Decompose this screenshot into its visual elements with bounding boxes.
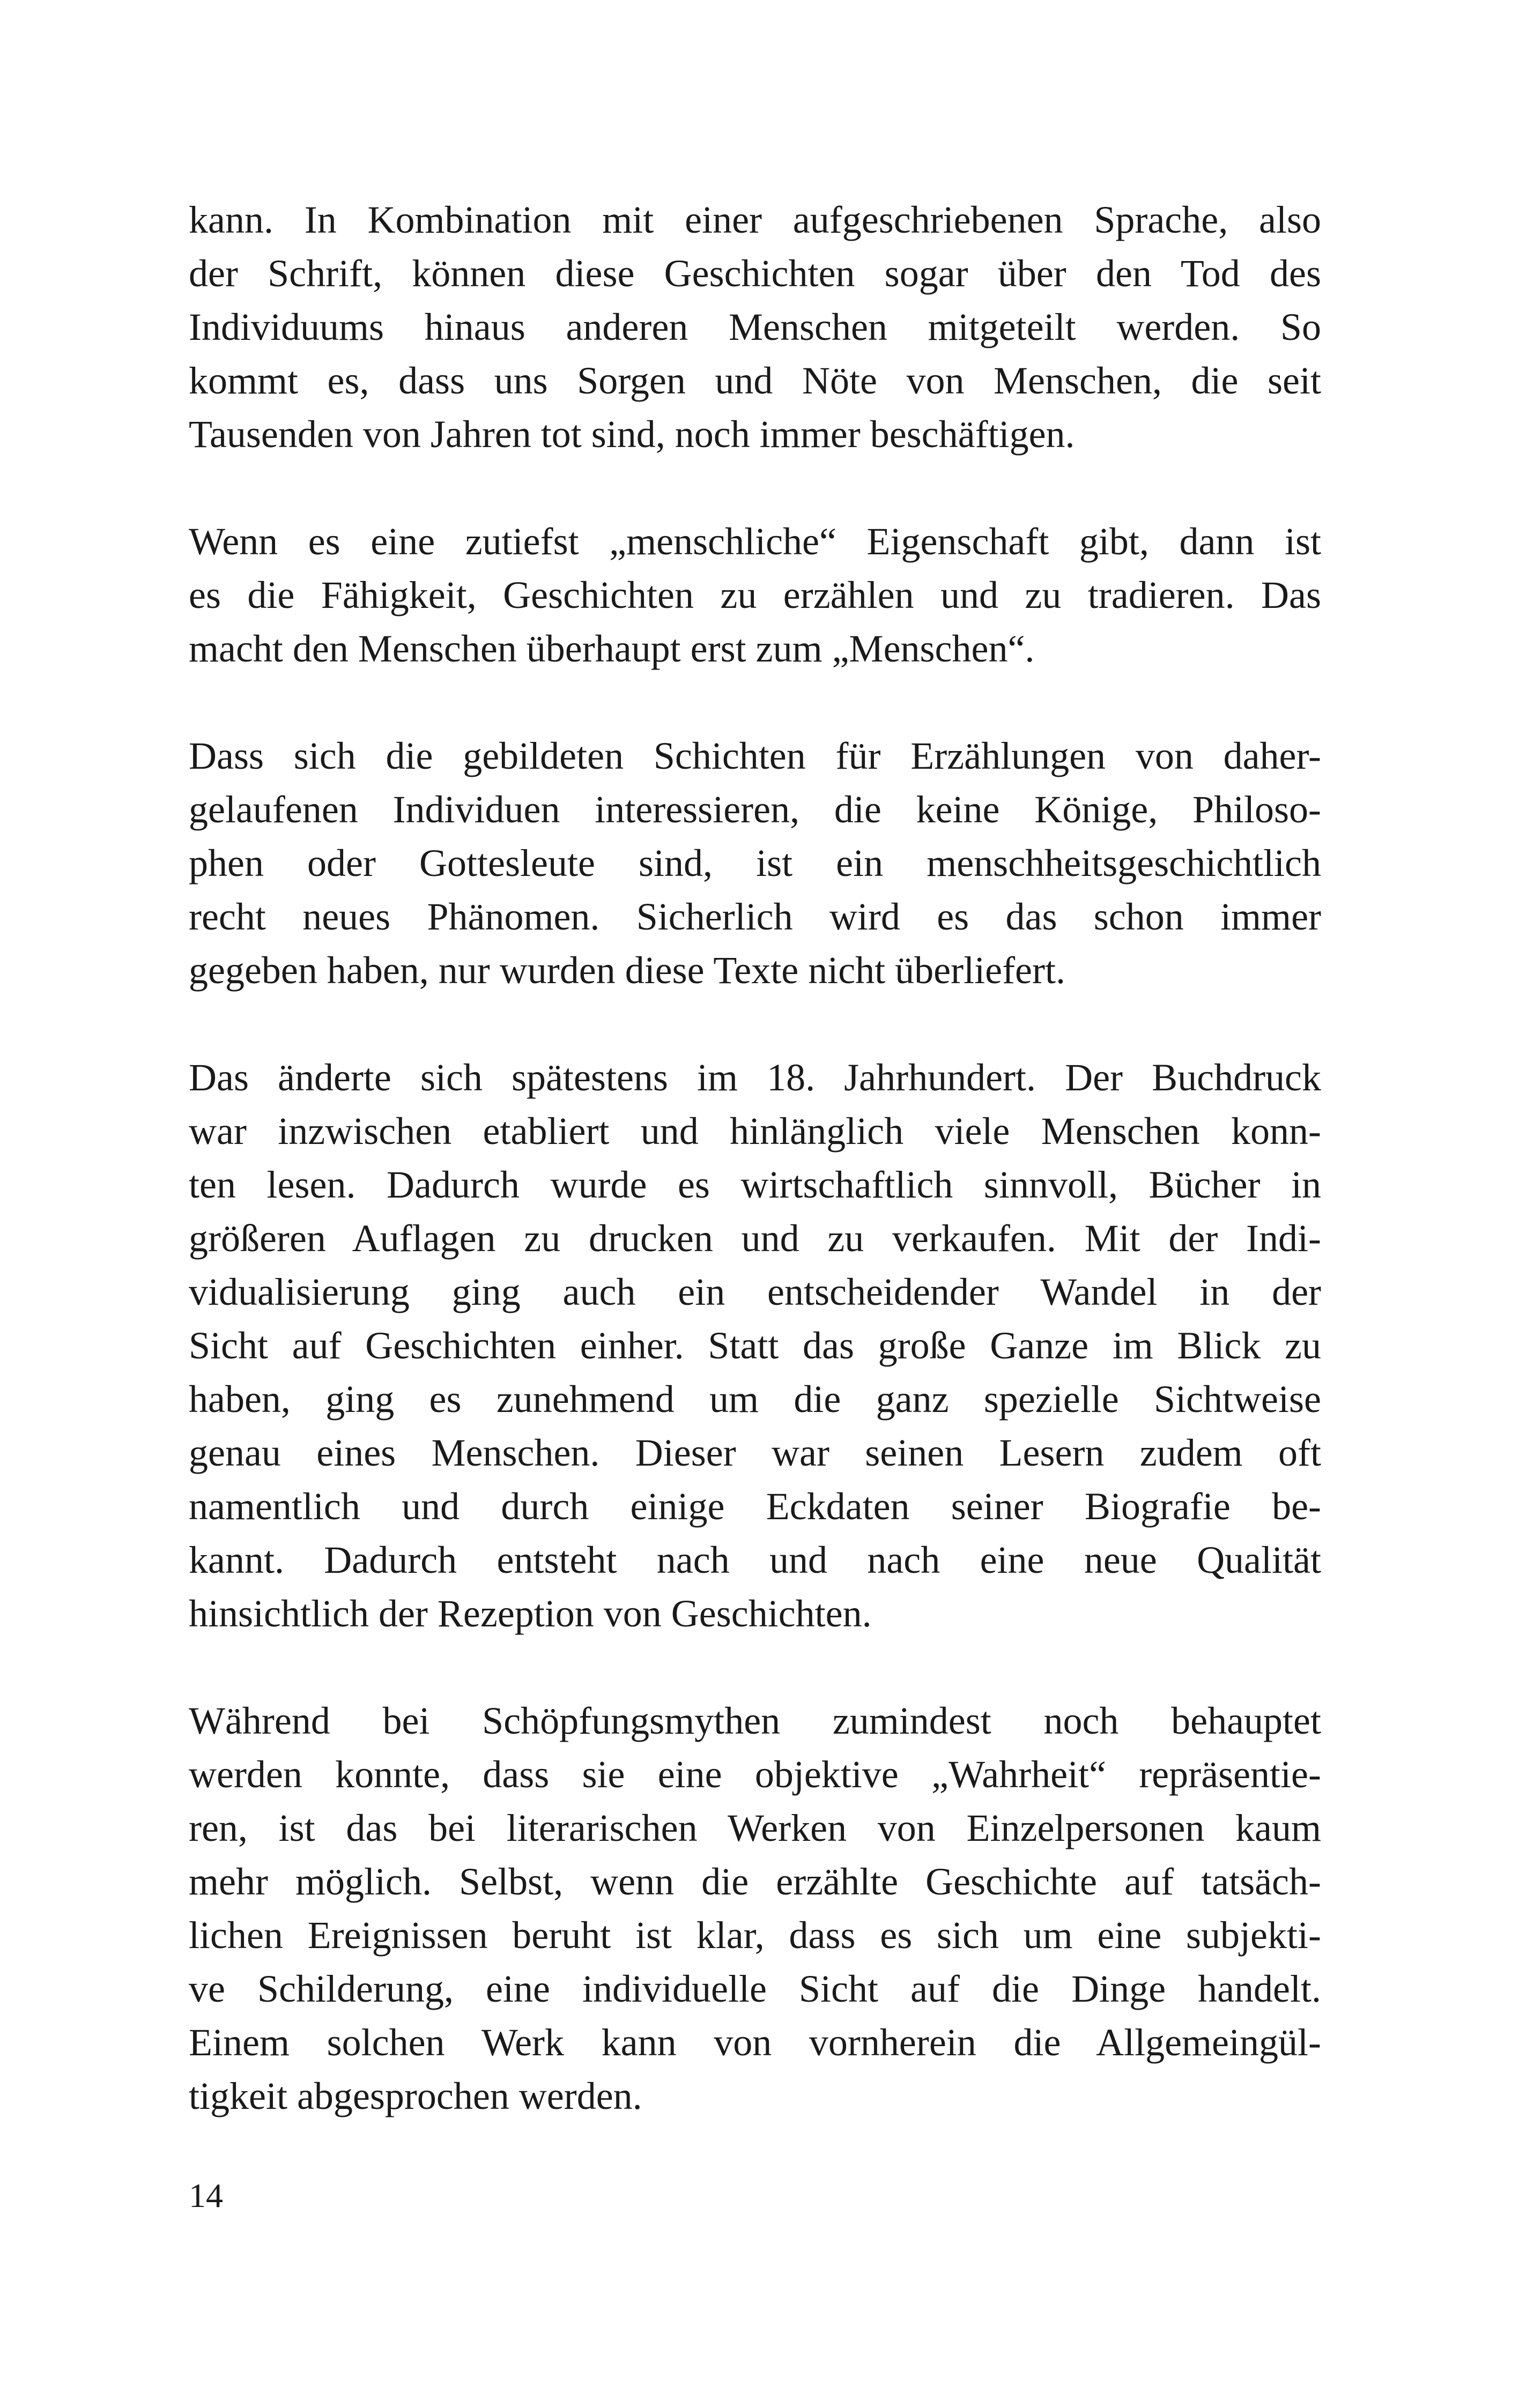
text-line: es die Fähigkeit, Geschichten zu erzählen und zu tradieren. Das [189,574,1321,616]
text-line: gegeben haben, nur wurden diese Texte nicht überliefert. [189,949,1065,992]
paragraph-3 [189,729,1321,997]
text-line: Das änderte sich spätestens im 18. Jahrhundert. Der Buchdruck [189,1056,1321,1099]
text-line: gelaufenen Individuen interessieren, die keine Könige, Philoso- [189,788,1321,831]
text-line: lichen Ereignissen beruht ist klar, dass es sich um eine subjekti- [189,1914,1321,1957]
text-line: ten lesen. Dadurch wurde es wirtschaftlich sinnvoll, Bücher in [189,1163,1321,1206]
page-number: 14 [189,2176,223,2214]
text-line: war inzwischen etabliert und hinlänglich viele Menschen konn- [189,1110,1321,1153]
text-line: recht neues Phänomen. Sicherlich wird es das schon immer [189,895,1321,938]
paragraph-5 [189,1694,1321,2123]
text-line: Dass sich die gebildeten Schichten für Erzählungen von daher- [189,734,1321,777]
text-line: größeren Auflagen zu drucken und zu verkaufen. Mit der Indi- [189,1217,1321,1260]
text-line: mehr möglich. Selbst, wenn die erzählte Geschichte auf tatsäch- [189,1860,1321,1903]
text-line: ren, ist das bei literarischen Werken von Einzelpersonen kaum [189,1807,1321,1849]
text-line: ve Schilderung, eine individuelle Sicht auf die Dinge handelt. [189,1967,1321,2010]
text-line: hinsichtlich der Rezeption von Geschichten. [189,1592,872,1635]
text-line: Während bei Schöpfungsmythen zumindest noch behauptet [189,1699,1321,1742]
text-line: vidualisierung ging auch ein entscheidender Wandel in der [189,1270,1321,1313]
text-line: phen oder Gottesleute sind, ist ein menschheitsgeschichtlich [189,842,1321,885]
body-text [189,193,1321,2123]
paragraph-4 [189,1051,1321,1640]
text-line: Sicht auf Geschichten einher. Statt das große Ganze im Blick zu [189,1324,1321,1367]
text-line: kommt es, dass uns Sorgen und Nöte von Menschen, die seit [189,359,1321,402]
text-line: der Schrift, können diese Geschichten sogar über den Tod des [189,252,1321,295]
paragraph-2 [189,515,1321,675]
paragraph-1 [189,193,1321,461]
text-line: werden konnte, dass sie eine objektive „Wahrheit“ repräsentie- [189,1753,1321,1796]
text-line: Wenn es eine zutiefst „menschliche“ Eigenschaft gibt, dann ist [189,520,1321,563]
text-line: tigkeit abgesprochen werden. [189,2075,642,2117]
text-line: genau eines Menschen. Dieser war seinen Lesern zudem oft [189,1431,1321,1474]
text-line: Individuums hinaus anderen Menschen mitgeteilt werden. So [189,306,1321,348]
text-line: Tausenden von Jahren tot sind, noch immer beschäftigen. [189,413,1075,456]
text-line: macht den Menschen überhaupt erst zum „Menschen“. [189,627,1035,670]
text-line: Einem solchen Werk kann von vornherein die Allgemeingül- [189,2021,1321,2064]
text-line: kannt. Dadurch entsteht nach und nach eine neue Qualität [189,1539,1321,1581]
text-line: namentlich und durch einige Eckdaten seiner Biografie be- [189,1485,1321,1528]
text-line: kann. In Kombination mit einer aufgeschriebenen Sprache, also [189,198,1321,241]
text-line: haben, ging es zunehmend um die ganz spezielle Sichtweise [189,1378,1321,1421]
